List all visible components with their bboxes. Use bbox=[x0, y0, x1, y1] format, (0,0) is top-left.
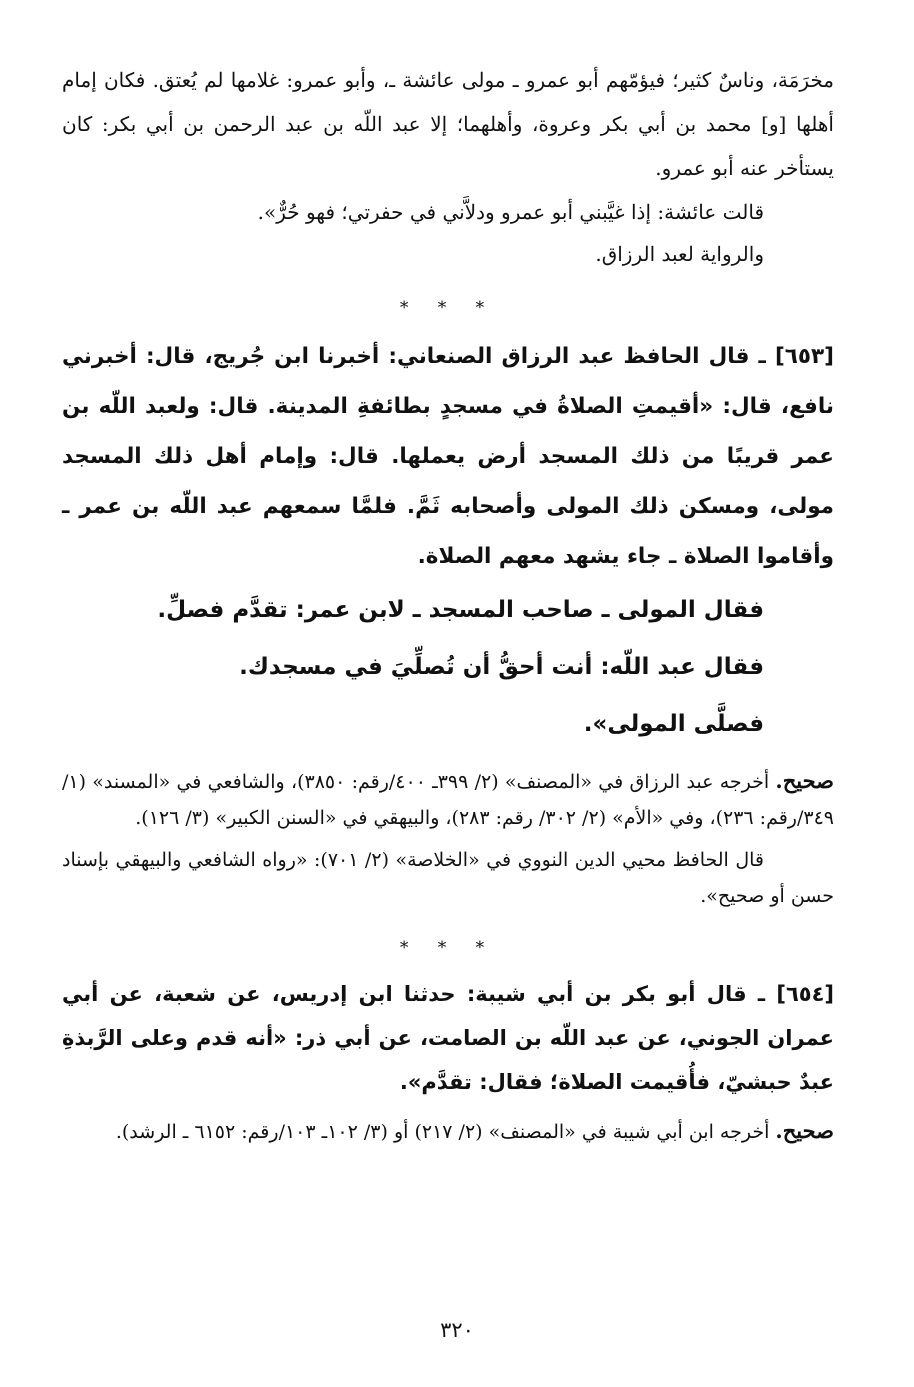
section-separator: * * * bbox=[399, 298, 497, 318]
hadith-653-line-3: فصلَّى المولى». bbox=[583, 711, 764, 737]
nawawi-note: قال الحافظ محيي الدين النووي في «الخلاصة» (٢/ ٧٠١): «رواه الشافعي والبيهقي بإسناد حسن أو صحيح». bbox=[62, 849, 834, 907]
hadith-654-text: [٦٥٤] ـ قال أبو بكر بن أبي شيبة: حدثنا ابن إدريس، عن شعبة، عن أبي عمران الجوني، عن عبد اللّه بن الصامت، عن أبي ذر: «أنه قدم وعلى الرَّبذةِ عبدٌ حبشيّ، فأُقيمت الصلاة؛ فقال: تقدَّم». bbox=[62, 982, 834, 1094]
takhrij-text: أخرجه عبد الرزاق في «المصنف» (٢/ ٣٩٩ـ ٤٠٠/رقم: ٣٨٥٠)، والشافعي في «المسند» (١/ ٣٤٩/رقم: ٢٣٦)، وفي «الأم» (٢/ ٣٠٢/ رقم: ٢٨٣)، والبيهقي في «السنن الكبير» (٣/ ١٢٦). bbox=[62, 771, 834, 829]
grading-label: صحيح. bbox=[775, 768, 835, 793]
hadith-653-line-1: فقال المولى ـ صاحب المسجد ـ لابن عمر: تقدَّم فصلِّ. bbox=[157, 597, 764, 623]
hadith-653-line-2: فقال عبد اللّه: أنت أحقُّ أن تُصلِّيَ في مسجدك. bbox=[239, 654, 764, 680]
narration-note: والرواية لعبد الرزاق. bbox=[595, 242, 764, 266]
aisha-quote-line: قالت عائشة: إذا غيَّبني أبو عمرو ودلاَّني في حفرتي؛ فهو حُرٌّ». bbox=[257, 200, 764, 224]
takhrij-text: أخرجه ابن أبي شيبة في «المصنف» (٢/ ٢١٧) أو (٣/ ١٠٢ـ ١٠٣/رقم: ٦١٥٢ ـ الرشد). bbox=[115, 1121, 770, 1143]
grading-label: صحيح. bbox=[775, 1118, 834, 1143]
page-body bbox=[62, 58, 834, 1149]
page-number: ٣٢٠ bbox=[440, 1318, 474, 1342]
previous-hadith-text: مخرَمَة، وناسٌ كثير؛ فيؤمّهم أبو عمرو ـ مولى عائشة ـ، وأبو عمرو: غلامها لم يُعتق. فكان إمام أهلها [و] محمد بن أبي بكر وعروة، وأهلهما؛ إلا عبد اللّه بن عبد الرحمن بن أبي بكر: كان يستأخر عنه أبو عمرو. bbox=[62, 68, 834, 180]
hadith-653-takhrij bbox=[62, 763, 834, 836]
hadith-654-takhrij bbox=[62, 1114, 834, 1149]
section-separator: * * * bbox=[399, 938, 497, 958]
hadith-653-text: [٦٥٣] ـ قال الحافظ عبد الرزاق الصنعاني: أخبرنا ابن جُريج، قال: أخبرني نافع، قال: «أقيمتِ الصلاةُ في مسجدٍ بطائفةِ المدينة. قال: ولعبد اللّه بن عمر قريبًا من ذلك المسجد أرض يعملها. قال: وإمام أهل ذلك المسجد مولى، ومسكن ذلك المولى وأصحابه ثَمَّ. فلمَّا سمعهم عبد اللّه بن عمر ـ وأقاموا الصلاة ـ جاء يشهد معهم الصلاة. bbox=[62, 344, 834, 569]
